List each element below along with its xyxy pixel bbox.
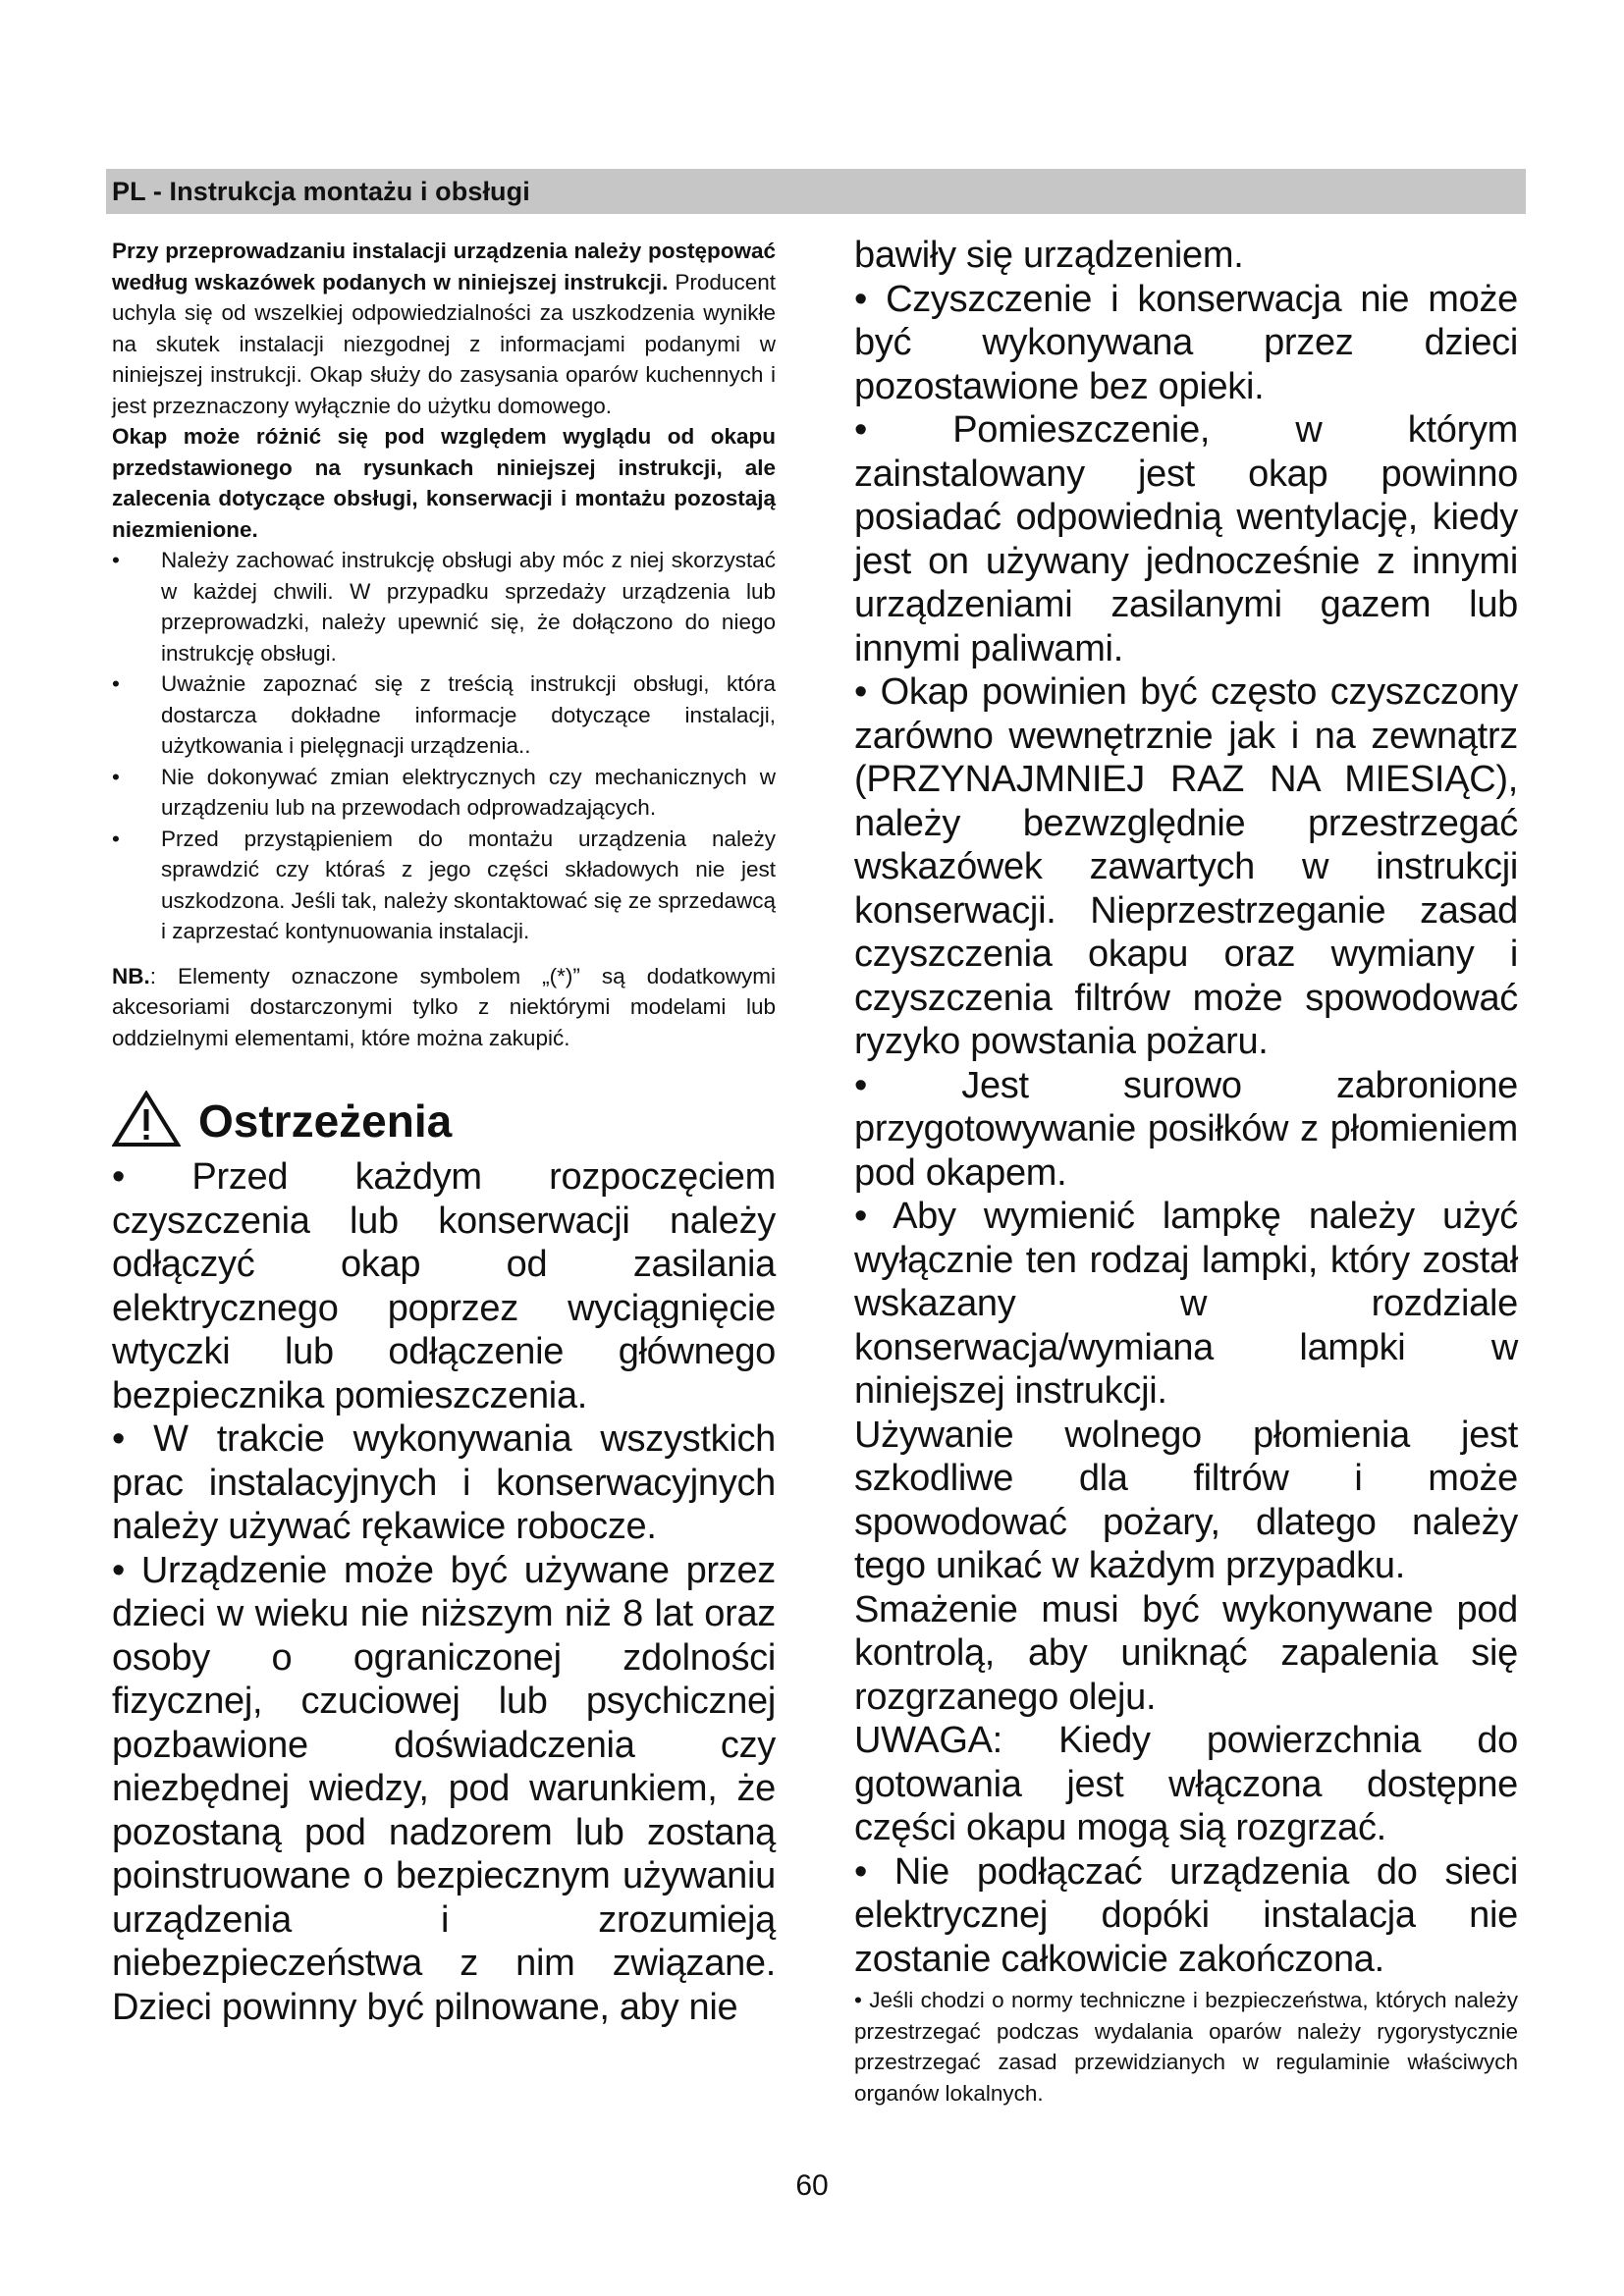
warning-paragraph: • Jest surowo zabronione przygotowywanie posiłków z płomieniem pod okapem. — [854, 1064, 1518, 1194]
warning-paragraph: UWAGA: Kiedy powierzchnia do gotowania jest włączona dostępne części okapu mogą sią rozgrzać. — [854, 1720, 1518, 1848]
warning-paragraph: Smażenie musi być wykonywane pod kontrolą, aby uniknąć zapalenia się rozgrzanego oleju. — [854, 1588, 1518, 1718]
nb-note — [112, 961, 776, 1054]
warning-triangle-icon — [112, 1091, 181, 1148]
warning-paragraph: • Aby wymienić lampkę należy użyć wyłącznie ten rodzaj lampki, który został wskazany w rozdziale konserwacja/wymiana lampki w niniejszej instrukcji. — [854, 1196, 1518, 1412]
warning-paragraph: • Czyszczenie i konserwacja nie może być wykonywana przez dzieci pozostawione bez opieki. — [854, 278, 1518, 407]
intro-paragraph — [112, 236, 776, 421]
warning-paragraph: Używanie wolnego płomienia jest szkodliwe dla filtrów i może spowodować pożary, dlatego należy tego unikać w każdym przypadku. — [854, 1414, 1518, 1586]
intro-text: Producent uchyla się od wszelkiej odpowiedzialności za uszkodzenia wynikłe na skutek instalacji niezgodnej z informacjami podanymi w niniejszej instrukcji. Okap służy do zasysania oparów kuchennych i jest przeznaczony wyłącznie do użytku domowego. — [112, 269, 776, 418]
list-item: • Uważnie zapoznać się z treścią instrukcji obsługi, która dostarcza dokładne informacje dotyczące instalacji, użytkowania i pielęgnacji urządzenia.. — [112, 668, 776, 762]
right-column — [854, 234, 1518, 2109]
list-item: • Nie dokonywać zmian elektrycznych czy mechanicznych w urządzeniu lub na przewodach odprowadzających. — [112, 762, 776, 824]
left-column — [112, 236, 776, 2029]
warning-paragraph: • Pomieszczenie, w którym zainstalowany jest okap powinno posiadać odpowiednią wentylację, kiedy jest on używany jednocześnie z innymi urządzeniami zasilanymi gazem lub innymi paliwami. — [854, 409, 1518, 669]
intro-bold: Przy przeprowadzaniu instalacji urządzenia należy postępować według wskazówek podanych w niniejszej instrukcji. — [112, 239, 776, 294]
warning-paragraph: bawiły się urządzeniem. — [854, 235, 1244, 276]
warnings-title: Ostrzeżenia — [198, 1095, 453, 1147]
warnings-heading — [112, 1091, 776, 1151]
list-item: • Przed przystąpieniem do montażu urządzenia należy sprawdzić czy któraś z jego części składowych nie jest uszkodzona. Jeśli tak, należy skontaktować się ze sprzedawcą i zaprzestać kontynuowania instalacji. — [112, 824, 776, 947]
warning-paragraph: • Przed każdym rozpoczęciem czyszczenia lub konserwacji należy odłączyć okap od zasilania elektrycznego poprzez wyciągnięcie wtyczki lub odłączenie głównego bezpiecznika pomieszczenia. — [112, 1156, 776, 1416]
warning-paragraph: • Nie podłączać urządzenia do sieci elektrycznej dopóki instalacja nie zostanie całkowicie zakończona. — [854, 1850, 1518, 1980]
page-number: 60 — [795, 2169, 829, 2202]
appearance-note: Okap może różnić się pod względem wyglądu od okapu przedstawionego na rysunkach niniejszej instrukcji, ale zalecenia dotyczące obsługi, konserwacji i montażu pozostają niezmienione. — [112, 424, 776, 542]
warning-paragraph: • Okap powinien być często czyszczony zarówno wewnętrznie jak i na zewnątrz (PRZYNAJMNIEJ RAZ NA MIESIĄC), należy bezwzględnie przestrzegać wskazówek zawartych w instrukcji konserwacji. Nieprzestrzeganie zasad czyszczenia okapu oraz wymiany i czyszczenia filtrów może spowodować ryzyko powstania pożaru. — [854, 671, 1518, 1062]
warning-paragraph: • W trakcie wykonywania wszystkich prac instalacyjnych i konserwacyjnych należy używać rękawice robocze. — [112, 1418, 776, 1547]
nb-label: NB. — [112, 963, 150, 988]
warning-paragraph: • Urządzenie może być używane przez dzieci w wieku nie niższym niż 8 lat oraz osoby o ograniczonej zdolności fizycznej, czuciowej lub psychicznej pozbawione doświadczenia czy niezbędnej wiedzy, pod warunkiem, że pozostaną pod nadzorem lub zostaną poinstruowane o bezpiecznym używaniu urządzenia i zrozumieją niebezpieczeństwa z nim związane. Dzieci powinny być pilnowane, aby nie — [112, 1549, 776, 2028]
section-header — [106, 169, 1526, 214]
nb-text: : Elementy oznaczone symbolem „(*)” są dodatkowymi akcesoriami dostarczonymi tylko z niektórymi modelami lub oddzielnymi elementami, które można zakupić. — [112, 963, 776, 1050]
list-item: • Należy zachować instrukcję obsługi aby móc z niej skorzystać w każdej chwili. W przypadku sprzedaży urządzenia lub przeprowadzki, należy upewnić się, że dołączono do niego instrukcję obsługi. — [112, 545, 776, 668]
regulations-note: • Jeśli chodzi o normy techniczne i bezpieczeństwa, których należy przestrzegać podczas wydalania oparów należy rygorystycznie przestrzegać zasad przewidzianych w regulaminie właściwych organów lokalnych. — [854, 1988, 1518, 2106]
section-title: PL - Instrukcja montażu i obsługi — [112, 177, 530, 206]
instruction-list — [112, 545, 776, 947]
